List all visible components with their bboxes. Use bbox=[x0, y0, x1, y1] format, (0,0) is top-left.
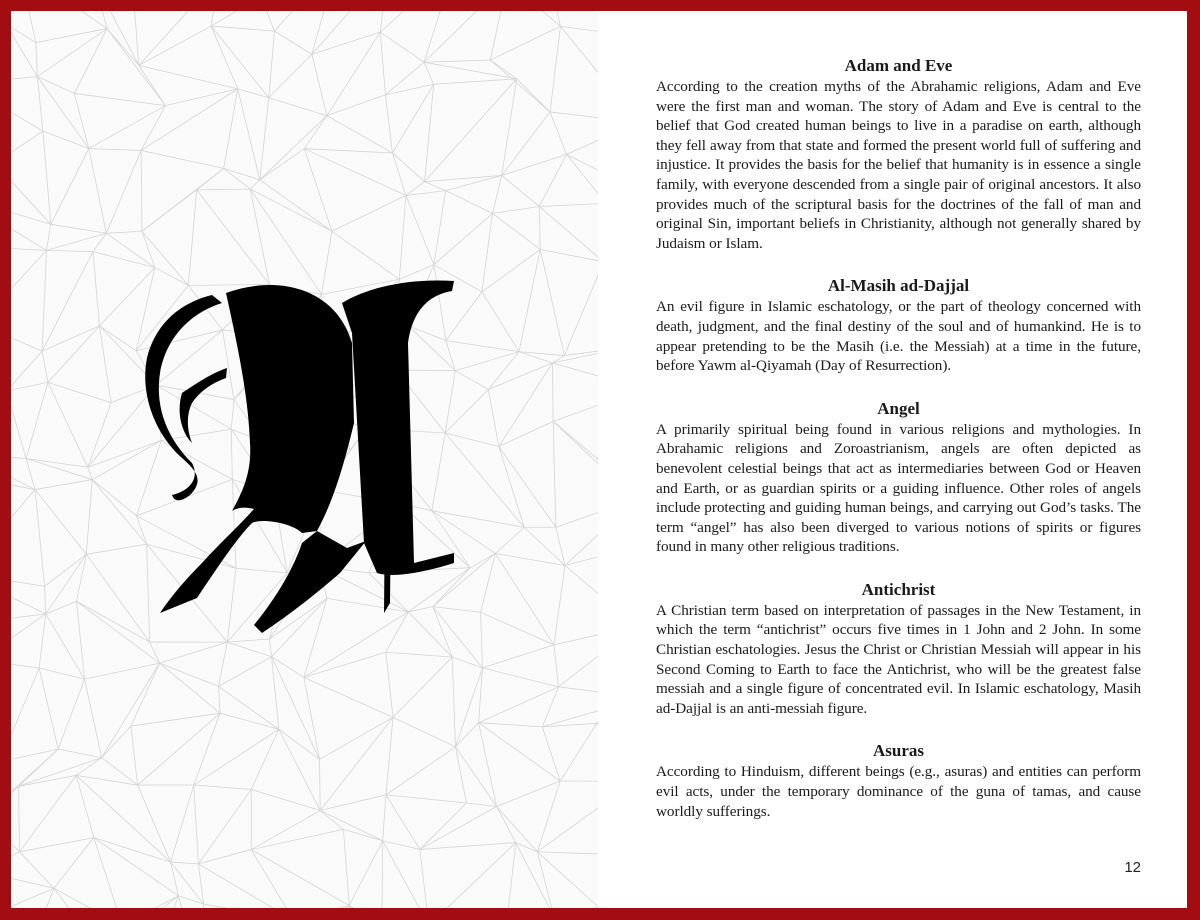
entry-antichrist bbox=[656, 579, 1141, 719]
left-page bbox=[11, 11, 598, 908]
entry-body: According to Hinduism, different beings (e.g., asuras) and entities can perform evil acts, under the temporary dominance of the guna of tamas, and cause worldly sufferings. bbox=[656, 763, 1141, 820]
entry-title: Adam and Eve bbox=[844, 56, 953, 75]
entry-title: Antichrist bbox=[861, 579, 936, 599]
book-spread bbox=[11, 11, 1187, 908]
entry-body: According to the creation myths of the Abrahamic religions, Adam and Eve were the first man and woman. The story of Adam and Eve is central to the belief that God created human beings to live in a paradise on earth, although they fell away from that state and formed the present world full of suffering and injustice. It provides the basis for the belief that humanity is in essence a single family, with everyone descended from a single pair of original ancestors. It also provides much of the scriptural basis for the doctrines of the fall of man and original Sin, important beliefs in Christianity, although not generally shared by Judaism or Islam. bbox=[656, 78, 1141, 252]
entry-body: A primarily spiritual being found in various religions and mythologies. In Abrahamic religions and Zoroastrianism, angels are often depicted as benevolent celestial beings that act as intermediaries between God or Heaven and Earth, or as guardian spirits or a guiding influence. Other roles of angels include protecting and guiding human beings, and carrying out God’s tasks. The term “angel” has also been diverged to various notions of spirits or figures found in many other religious traditions. bbox=[656, 420, 1141, 556]
entry-angel bbox=[656, 398, 1141, 557]
blackletter-A-icon bbox=[142, 273, 454, 633]
entry-title: Angel bbox=[877, 398, 920, 418]
entry-title: Asuras bbox=[872, 741, 924, 761]
entry-asuras bbox=[656, 740, 1141, 821]
entry-body: An evil figure in Islamic eschatology, or the part of theology concerned with death, judgment, and the final destiny of the soul and of humankind. He is to appear pretending to be the Masih (i.e. the Messiah) at a time in the future, before Yawm al-Qiyamah (Day of Resurrection). bbox=[656, 298, 1141, 375]
page-number: 12 bbox=[1124, 859, 1141, 876]
entry-title: Al-Masih ad-Dajjal bbox=[827, 276, 970, 296]
entry-al-masih-ad-dajjal bbox=[656, 275, 1141, 375]
entry-adam-and-eve bbox=[656, 55, 1141, 253]
entry-body: A Christian term based on interpretation of passages in the New Testament, in which the term “antichrist” occurs five times in 1 John and 2 John. In some Christian eschatologies. Jesus the Christ or Christian Messiah will appear in his Second Coming to Earth to face the Antichrist, who will be the greatest false messiah and a single figure of concentrated evil. In Islamic eschatology, Masih ad-Dajjal is an anti-messiah figure. bbox=[656, 601, 1141, 717]
right-page bbox=[598, 11, 1187, 908]
